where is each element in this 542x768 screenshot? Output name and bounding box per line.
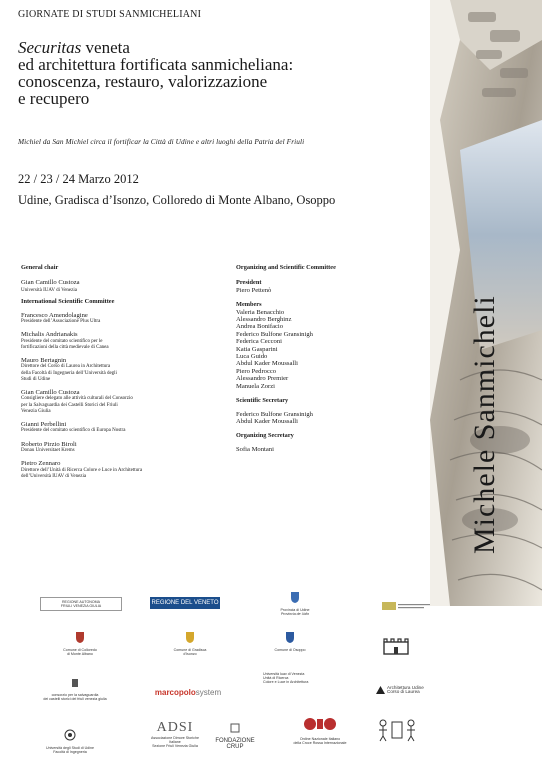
marcopolo-text-b: system bbox=[195, 688, 222, 697]
organizing-secretary-heading: Organizing Secretary bbox=[236, 432, 294, 440]
logo-architettura-udine bbox=[376, 686, 456, 694]
logo-figures bbox=[376, 718, 418, 747]
university-seal-icon bbox=[64, 729, 76, 741]
arch-udine-line-1: Architettura Udine bbox=[387, 685, 424, 690]
gradisca-crest-icon bbox=[185, 631, 195, 643]
title-line-4: e recupero bbox=[18, 89, 90, 108]
veneto-label: REGIONE DEL VENETO bbox=[151, 600, 219, 606]
logo-colloredo bbox=[50, 630, 110, 656]
logo-regione-veneto bbox=[150, 597, 220, 609]
vertical-title: Michele Sanmicheli bbox=[468, 295, 501, 554]
isc-member-name: Michalis Andrianakis bbox=[21, 331, 78, 339]
committee-member: Piero Pedrocco bbox=[236, 367, 277, 375]
committee-member: Manuela Zorzi bbox=[236, 382, 275, 390]
gradisca-line-1: Comune di Gradisca bbox=[173, 648, 207, 652]
prov-udine-line-1: Provincia di Udine bbox=[280, 608, 310, 612]
colloredo-line-1: Comune di Colloredo bbox=[63, 648, 97, 652]
prov-udine-line-2: Provincia de Udin bbox=[280, 612, 310, 617]
committee-member: Andrea Bonifacio bbox=[236, 323, 284, 331]
logo-osoppo bbox=[265, 630, 315, 652]
scientific-secretary-list bbox=[236, 411, 416, 426]
right-committee-column bbox=[236, 264, 416, 453]
isc-member-name: Roberto Pirzio Biroli bbox=[21, 440, 77, 448]
uniud-line-2: Facoltà di Ingegneria bbox=[53, 750, 87, 755]
left-committee-column bbox=[21, 264, 231, 480]
organizing-committee-heading: Organizing and Scientific Committee bbox=[236, 264, 336, 271]
scientific-secretary-name: Abdul Kader Moussalli bbox=[236, 417, 298, 425]
colloredo-crest-icon bbox=[75, 631, 85, 643]
isc-member-name: Francesco Amendolagine bbox=[21, 311, 88, 319]
committee-member: Katia Gasparini bbox=[236, 345, 278, 353]
isc-member-affiliation: Presidente del comitato scientifico di Europa Nostra bbox=[21, 428, 126, 434]
isc-member-affiliation: Presidente del comitato scientifico per le bbox=[21, 338, 103, 344]
marcopolo-text-a: marcopolo bbox=[154, 688, 196, 697]
adsi-text: ADSI bbox=[156, 720, 194, 735]
isc-member-name: Gian Camillo Custoza bbox=[21, 389, 80, 397]
gradisca-line-2: d'Isonzo bbox=[183, 652, 197, 657]
committee-member: Luca Guido bbox=[236, 353, 268, 361]
general-chair-name: Gian Camillo Custoza bbox=[21, 279, 80, 287]
isc-member-affiliation: Direttore del Corso di Laurea in Architettura bbox=[21, 364, 111, 370]
committee-member: Alessandro Berghinz bbox=[236, 316, 292, 324]
isc-member-affiliation: per la Salvaguardia dei Castelli Storici del Friuli bbox=[21, 402, 118, 408]
president-name: Piero Pettenò bbox=[236, 286, 272, 294]
fondazione-line-2: CRUP bbox=[226, 744, 244, 750]
ordine-line-2: della Croce Rossa Internazionale bbox=[293, 741, 347, 746]
colloredo-line-2: di Monte Albano bbox=[67, 652, 93, 657]
title-rest: veneta bbox=[81, 38, 130, 57]
adsi-sub-line-2: Sezione Friuli Venezia Giulia bbox=[152, 744, 198, 749]
conference-series: GIORNATE DI STUDI SANMICHELIANI bbox=[18, 9, 202, 20]
international-committee-heading: International Scientific Committee bbox=[21, 298, 115, 306]
scientific-secretary-name: Federico Bulfone Gransinigh bbox=[236, 410, 313, 418]
logo-sponsor-1 bbox=[382, 598, 430, 616]
castle-tower-icon bbox=[70, 678, 80, 688]
president-heading: President bbox=[236, 279, 262, 287]
isc-member-name: Gianni Perbellini bbox=[21, 421, 67, 429]
members-list bbox=[236, 309, 416, 390]
fortress-icon bbox=[382, 636, 410, 656]
organizing-secretary-name: Sofia Montani bbox=[236, 445, 274, 453]
logo-iuav bbox=[263, 672, 325, 685]
committee-member: Alessandro Premier bbox=[236, 375, 289, 383]
places: Udine, Gradisca d’Isonzo, Colloredo di Monte Albano, Osoppo bbox=[18, 193, 336, 207]
red-cross-crest-icon bbox=[302, 716, 338, 732]
isc-member-name: Pietro Zennaro bbox=[21, 460, 61, 468]
fvg-line-1: REGIONE AUTONOMA bbox=[61, 600, 101, 604]
adsi-sub-line-1: Associazione Dimore Storiche Italiane bbox=[151, 736, 199, 745]
isc-member-affiliation: Studi di Udine bbox=[21, 376, 51, 382]
isc-member-affiliation: Presidente dell’Associazione Plus Ultra bbox=[21, 319, 101, 325]
subtitle: Michiel da San Michiel circa il fortificar la Città di Udine e altri luoghi della Patria del Friuli bbox=[18, 137, 305, 146]
title-italic: Securitas bbox=[18, 38, 82, 57]
members-heading: Members bbox=[236, 301, 262, 309]
consorzio-line-1: consorzio per la salvaguardia bbox=[51, 693, 99, 697]
logo-gradisca bbox=[160, 630, 220, 656]
international-committee-list bbox=[21, 312, 231, 480]
fvg-line-2: FRIULI VENEZIA GIULIA bbox=[60, 604, 102, 609]
isc-member-affiliation: Consigliere delegato alle attività culturali del Consorzio bbox=[21, 396, 133, 402]
triangle-icon bbox=[376, 686, 385, 694]
osoppo-label: Comune di Osoppo bbox=[274, 648, 306, 652]
logo-fortress bbox=[382, 636, 410, 661]
logo-uniud bbox=[35, 728, 105, 754]
committee-member: Federica Cecconi bbox=[236, 338, 282, 346]
isc-member-affiliation: dell’Università IUAV di Venezia bbox=[21, 473, 87, 479]
isc-member-affiliation: della Facoltà di Ingegneria dell’Università degli bbox=[21, 370, 117, 376]
osoppo-crest-icon bbox=[285, 631, 295, 643]
arch-udine-line-2: Corso di Laurea bbox=[387, 689, 420, 695]
isc-member-affiliation: Donau Universitaet Krems bbox=[21, 448, 75, 454]
committee-member: Abdul Kader Moussalli bbox=[236, 360, 298, 368]
title-line-3: conoscenza, restauro, valorizzazione bbox=[18, 72, 268, 91]
general-chair-affiliation: Università IUAV di Venezia bbox=[21, 287, 77, 293]
consorzio-line-2: dei castelli storici del friuli venezia giulia bbox=[43, 697, 107, 702]
isc-member-name: Mauro Bertagnin bbox=[21, 357, 67, 365]
figures-icon bbox=[376, 718, 418, 742]
isc-member-affiliation: fortificazioni della città medievale di Canea bbox=[21, 344, 109, 350]
logo-adsi bbox=[145, 720, 205, 749]
title-line-1 bbox=[18, 39, 130, 56]
logo-marcopolo bbox=[148, 688, 228, 697]
fondazione-line-1: FONDAZIONE bbox=[215, 738, 255, 744]
sponsor-mark-icon bbox=[382, 601, 430, 611]
logo-ordine bbox=[290, 716, 350, 745]
title-line-2: ed architettura fortificata sanmicheliana: bbox=[18, 55, 294, 74]
dates: 22 / 23 / 24 Marzo 2012 bbox=[18, 172, 139, 186]
crup-emblem-icon bbox=[230, 723, 240, 733]
logo-regione-fvg bbox=[40, 597, 122, 611]
general-chair-heading: General chair bbox=[21, 264, 59, 271]
iuav-line-3: Colore e Luce in Architettura bbox=[263, 680, 309, 685]
isc-member-affiliation: Direttore dell’Unità di Ricerca Colore e Luce in Architettura bbox=[21, 467, 143, 473]
logo-fondazione-crup bbox=[210, 720, 260, 750]
isc-member-affiliation: Venezia Giulia bbox=[21, 408, 51, 414]
uniud-line-1: Università degli Studi di Udine bbox=[46, 746, 94, 750]
scientific-secretary-heading: Scientific Secretary bbox=[236, 397, 289, 405]
committee-member: Federico Bulfone Gransinigh bbox=[236, 330, 313, 338]
iuav-line-1: Università Iuav di Venezia bbox=[263, 672, 305, 676]
logo-consorzio bbox=[40, 675, 110, 701]
committee-member: Valeria Benacchio bbox=[236, 308, 285, 316]
ordine-line-1: Ordine Nazionale Italiano bbox=[299, 737, 341, 741]
udine-crest-icon bbox=[290, 591, 300, 603]
iuav-line-2: Unità di Ricerca bbox=[263, 676, 289, 681]
logo-provincia-udine bbox=[265, 590, 325, 616]
